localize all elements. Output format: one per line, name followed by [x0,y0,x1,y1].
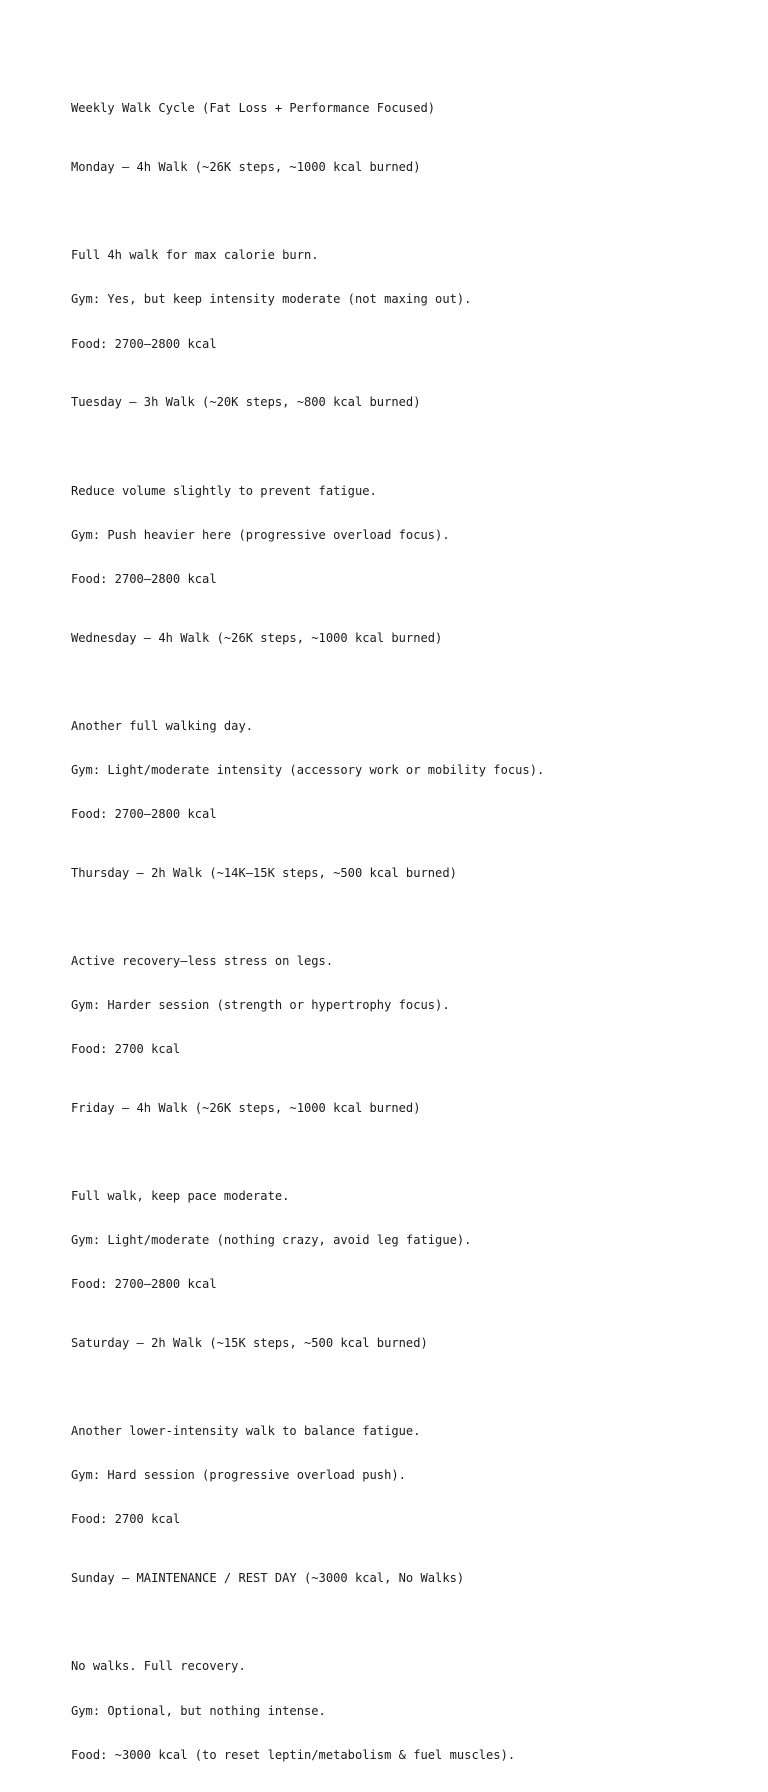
day-food-friday: Food: 2700–2800 kcal [71,1277,217,1292]
day-gym-monday: Gym: Yes, but keep intensity moderate (not maxing out). [71,292,472,307]
day-food-saturday: Food: 2700 kcal [71,1512,181,1527]
day-heading-friday: Friday – 4h Walk (~26K steps, ~1000 kcal burned) [71,1100,421,1115]
day-gym-thursday: Gym: Harder session (strength or hypertrophy focus). [71,998,450,1012]
blank-line [71,910,731,925]
blank-line [71,675,731,690]
blank-line [71,1615,731,1630]
day-note-monday: Full 4h walk for max calorie burn. [71,248,319,263]
day-heading-tuesday: Tuesday – 3h Walk (~20K steps, ~800 kcal burned) [71,395,421,410]
day-food-monday: Food: 2700–2800 kcal [71,336,217,351]
blank-line [71,1145,731,1160]
document-body [71,72,731,1792]
day-note-thursday: Active recovery—less stress on legs. [71,953,334,968]
day-heading-wednesday: Wednesday – 4h Walk (~26K steps, ~1000 kcal burned) [71,630,443,645]
day-gym-tuesday: Gym: Push heavier here (progressive overload focus). [71,527,450,542]
blank-line [71,439,731,454]
day-food-sunday: Food: ~3000 kcal (to reset leptin/metabolism & fuel muscles). [71,1747,516,1762]
document-title: Weekly Walk Cycle (Fat Loss + Performance Focused) [71,101,436,116]
day-gym-sunday: Gym: Optional, but nothing intense. [71,1703,326,1718]
day-heading-monday: Monday – 4h Walk (~26K steps, ~1000 kcal burned) [71,160,421,175]
day-gym-saturday: Gym: Hard session (progressive overload push). [71,1468,406,1483]
day-note-saturday: Another lower-intensity walk to balance fatigue. [71,1424,421,1439]
day-heading-saturday: Saturday – 2h Walk (~15K steps, ~500 kcal burned) [71,1336,428,1351]
day-food-wednesday: Food: 2700–2800 kcal [71,806,217,821]
day-note-wednesday: Another full walking day. [71,718,254,733]
day-food-thursday: Food: 2700 kcal [71,1042,181,1057]
day-food-tuesday: Food: 2700–2800 kcal [71,571,217,586]
blank-line [71,204,731,219]
day-note-sunday: No walks. Full recovery. [71,1659,246,1674]
day-heading-sunday: Sunday – MAINTENANCE / REST DAY (~3000 kcal, No Walks) [71,1571,465,1586]
day-note-tuesday: Reduce volume slightly to prevent fatigue. [71,483,377,498]
day-note-friday: Full walk, keep pace moderate. [71,1189,290,1204]
day-gym-friday: Gym: Light/moderate (nothing crazy, avoid leg fatigue). [71,1233,472,1248]
blank-line [71,1380,731,1395]
day-gym-wednesday: Gym: Light/moderate intensity (accessory work or mobility focus). [71,762,545,777]
day-heading-thursday: Thursday – 2h Walk (~14K–15K steps, ~500 kcal burned) [71,865,457,880]
